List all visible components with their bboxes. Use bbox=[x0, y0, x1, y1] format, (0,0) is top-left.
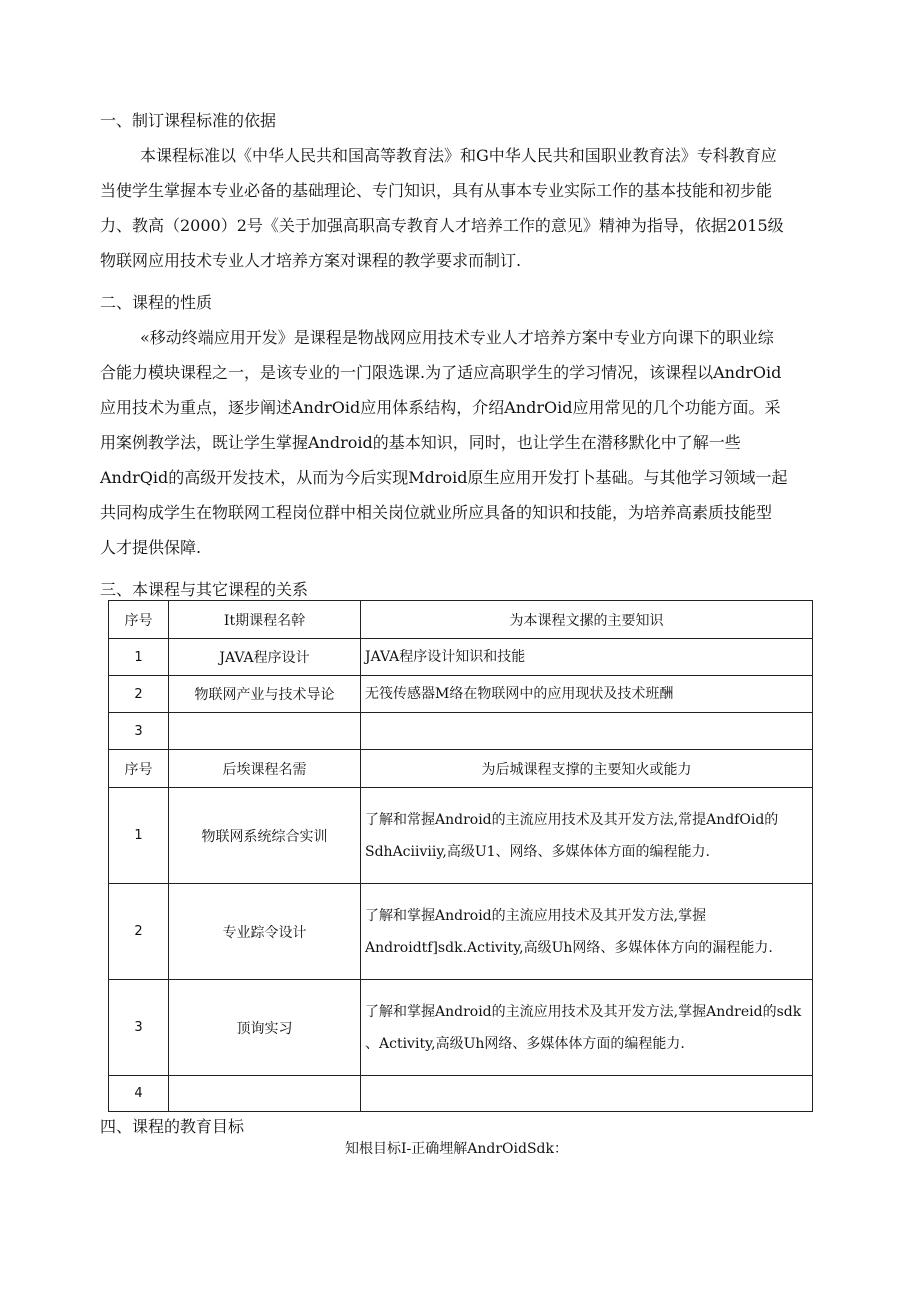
table-row bbox=[109, 980, 813, 1076]
section-1-heading: 一、制订课程标准的依据 bbox=[100, 111, 277, 130]
paragraph-line: 合能力模块课程之一，是该专业的一门限选课.为了适应高职学生的学习情况，该课程以AndrOid bbox=[100, 363, 782, 382]
table-row bbox=[109, 1076, 813, 1112]
table-row bbox=[109, 639, 813, 676]
cell-name: 物联网系统综合实训 bbox=[169, 788, 361, 884]
paragraph-line: 本课程标准以《中华人民共和国高等教育法》和G中华人民共和国职业教育法》专科教育应 bbox=[140, 146, 777, 165]
header-cell-no: 序号 bbox=[109, 750, 169, 788]
table-row bbox=[109, 884, 813, 980]
cell-desc bbox=[361, 884, 813, 980]
paragraph-line: 物联网应用技术专业人才培养方案对课程的教学要求而制订. bbox=[100, 251, 522, 270]
cell-desc bbox=[361, 713, 813, 750]
cell-desc-line: 了解和掌握Android的主流应用技术及其开发方法,掌握 bbox=[365, 907, 707, 924]
cell-desc-line: SdhAciiviiy,高级U1、网络、多媒体体方面的编程能力. bbox=[365, 843, 710, 860]
table-header-row bbox=[109, 601, 813, 639]
course-relation-table bbox=[108, 600, 813, 1112]
cell-name bbox=[169, 713, 361, 750]
knowledge-goal-line: 知根目标I-正确埋解AndrOidSdk： bbox=[345, 1141, 568, 1157]
cell-name: JAVA程序设计 bbox=[169, 639, 361, 676]
cell-name: 专业踪令设计 bbox=[169, 884, 361, 980]
paragraph-line: 用案例教学法，既让学生掌握Android的基本知识，同时，也让学生在潜移默化中了解一些 bbox=[100, 433, 741, 452]
header-cell-no: 序号 bbox=[109, 601, 169, 639]
paragraph-line: 应用技术为重点，逐步阐述AndrOid应用体系结构，介绍AndrOid应用常见的几个功能方面。采 bbox=[100, 398, 781, 417]
cell-desc: 无筏传感器M络在物联网中的应用现状及技术班酬 bbox=[361, 676, 813, 713]
cell-desc-line: 了解和常握Android的主流应用技术及其开发方法,常提AndfOid的 bbox=[365, 811, 779, 828]
cell-name bbox=[169, 1076, 361, 1112]
section-1-paragraph bbox=[100, 138, 830, 278]
cell-no: 2 bbox=[109, 884, 169, 980]
table-row bbox=[109, 676, 813, 713]
paragraph-line: 人才提供保障. bbox=[100, 538, 202, 557]
header-cell-name: 后埃课程名需 bbox=[169, 750, 361, 788]
cell-desc bbox=[361, 1076, 813, 1112]
paragraph-line: AndrQid的高级开发技术，从而为今后实现Mdroid原生应用开发打卜基础。与其他学习领域一起 bbox=[100, 468, 788, 487]
table-row bbox=[109, 713, 813, 750]
cell-desc: JAVA程序设计知识和技能 bbox=[361, 639, 813, 676]
paragraph-line: 力、教高（2000）2号《关于加强高职高专教育人才培养工作的意见》精神为指导，依据2015级 bbox=[100, 216, 784, 235]
cell-no: 1 bbox=[109, 639, 169, 676]
section-4-heading: 四、课程的教育目标 bbox=[100, 1117, 245, 1136]
cell-no: 3 bbox=[109, 980, 169, 1076]
paragraph-line: «移动终端应用开发》是课程是物战网应用技术专业人才培养方案中专业方向课下的职业综 bbox=[140, 328, 774, 347]
header-cell-desc: 为本课程文摞的主要知识 bbox=[361, 601, 813, 639]
header-cell-name: It期课程名幹 bbox=[169, 601, 361, 639]
cell-no: 3 bbox=[109, 713, 169, 750]
cell-no: 4 bbox=[109, 1076, 169, 1112]
paragraph-line: 当使学生掌握本专业必备的基础理论、专门知识，具有从事本专业实际工作的基本技能和初步能 bbox=[100, 181, 773, 200]
table-row bbox=[109, 788, 813, 884]
cell-name: 顶询实习 bbox=[169, 980, 361, 1076]
section-2-paragraph bbox=[100, 320, 830, 565]
cell-name: 物联网产业与技术导论 bbox=[169, 676, 361, 713]
section-3-heading: 三、本课程与其它课程的关系 bbox=[100, 580, 309, 599]
table-header-row bbox=[109, 750, 813, 788]
cell-no: 1 bbox=[109, 788, 169, 884]
section-2-heading: 二、课程的性质 bbox=[100, 293, 213, 312]
cell-desc bbox=[361, 788, 813, 884]
cell-no: 2 bbox=[109, 676, 169, 713]
cell-desc-line: 、Activity,高级Uh网络、多媒体体方面的编程能力. bbox=[365, 1035, 685, 1052]
cell-desc-line: 了解和掌握Android的主流应用技术及其开发方法,掌握Andreid的sdk bbox=[365, 1003, 802, 1020]
cell-desc-line: Androidtf]sdk.Activity,高级Uh网络、多媒体体方向的漏程能力. bbox=[365, 939, 773, 956]
header-cell-desc: 为后城课程支撑的主要知火或能力 bbox=[361, 750, 813, 788]
paragraph-line: 共同构成学生在物联网工程岗位群中相关岗位就业所应具备的知识和技能，为培养高素质技能型 bbox=[100, 503, 773, 522]
cell-desc bbox=[361, 980, 813, 1076]
